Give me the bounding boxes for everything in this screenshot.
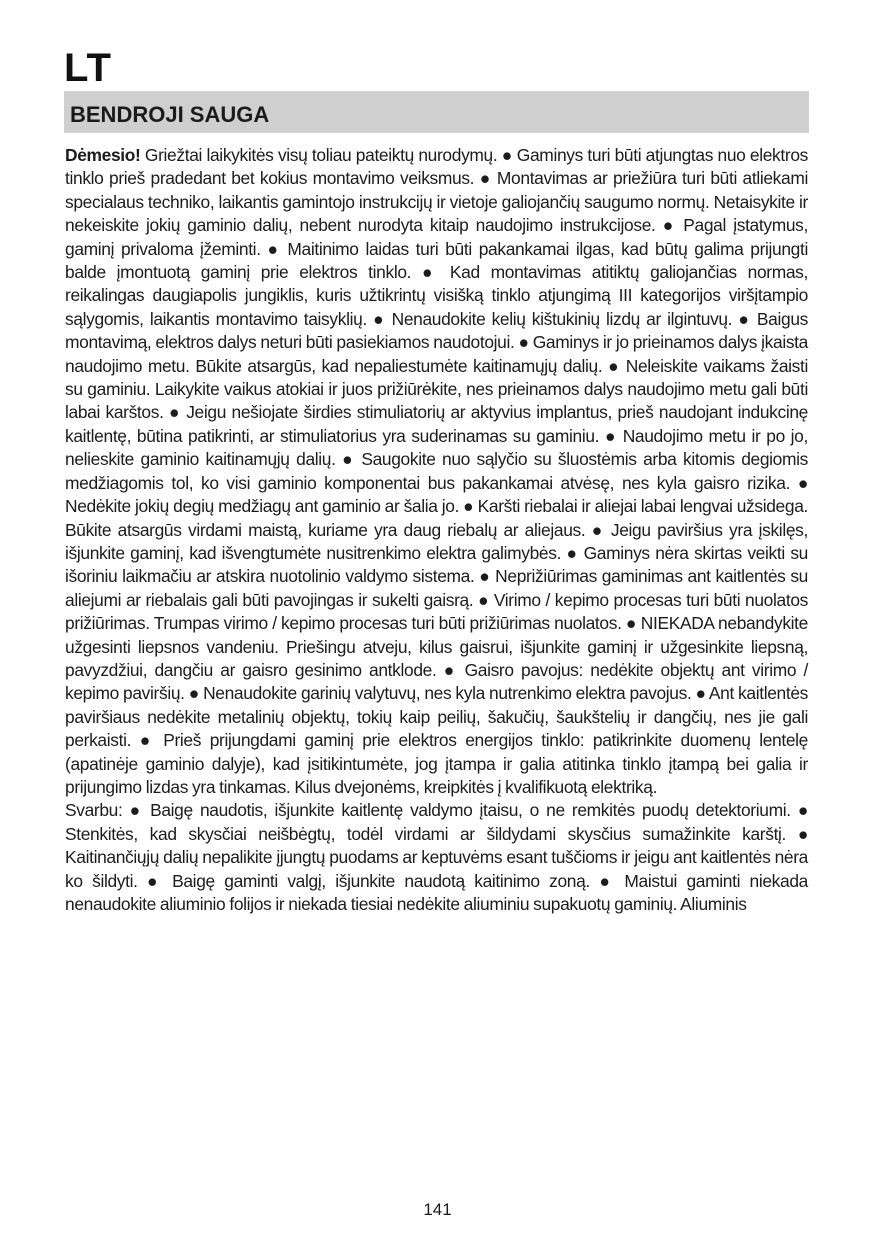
safety-paragraph-important: Svarbu: ● Baigę naudotis, išjunkite kaitlentę valdymo įtaisu, o ne remkitės puodų detektoriumi. ● Stenkitės, kad skysčiai neišbėgtų, todėl virdami ar šildydami skysčius sumažinkite karštį. ● Kaitinančiųjų dalių nepalikite įjungtų puodams ar keptuvėms esant tuščioms ir jeigu ant kaitlentės nėra ko šildyti. ● Baigę gaminti valgį, išjunkite naudotą kaitinimo zoną. ● Maistui gaminti niekada nenaudokite aliuminio folijos ir niekada tiesiai nedėkite aliuminiu supakuotų gaminių. Aliuminis [65, 800, 808, 914]
section-title: BENDROJI SAUGA [70, 102, 270, 127]
attention-label: Dėmesio! [65, 145, 141, 165]
page-number: 141 [423, 1200, 452, 1219]
language-code-heading: LT [64, 46, 112, 90]
paragraph-text: Griežtai laikykitės visų toliau pateiktų nurodymų. ● Gaminys turi būti atjungtas nuo elektros tinklo prieš pradedant bet kokius montavimo veiksmus. ● Montavimas ar priežiūra turi būti atliekami specialaus techniko, laikantis gamintojo instrukcijų ir vietoje galiojančių saugumo normų. Netaisykite ir nekeiskite jokių gaminio dalių, nebent nurodyta kitaip naudojimo instrukcijose. ● Pagal įstatymus, gaminį privaloma įžeminti. ● Maitinimo laidas turi būti pakankamai ilgas, kad būtų galima prijungti balde įmontuotą gaminį prie elektros tinklo. ● Kad montavimas atitiktų galiojančias normas, reikalingas daugiapolis jungiklis, kuris užtikrintų visišką tinklo atjungimą III kategorijos viršįtampio sąlygomis, laikantis montavimo taisyklių. ● Nenaudokite kelių kištukinių lizdų ar ilgintuvų. ● Baigus montavimą, elektros dalys neturi būti pasiekiamos naudotojui. ● Gaminys ir jo prieinamos dalys įkaista naudojimo metu. Būkite atsargūs, kad nepaliestumėte kaitinamųjų dalių. ● Neleiskite vaikams žaisti su gaminiu. Laikykite vaikus atokiai ir juos prižiūrėkite, nes prieinamos dalys naudojimo metu gali būti labai karštos. ● Jeigu nešiojate širdies stimuliatorių ar aktyvius implantus, prieš naudojant indukcinę kaitlentę, būtina patikrinti, ar stimuliatorius yra suderinamas su gaminiu. ● Naudojimo metu ir po jo, nelieskite gaminio kaitinamųjų dalių. ● Saugokite nuo sąlyčio su šluostėmis arba kitomis degiomis medžiagomis tol, ko visi gaminio komponentai bus pakankamai atvėsę, nes kyla gaisro rizika. ● Nedėkite jokių degių medžiagų ant gaminio ar šalia jo. ● Karšti riebalai ir aliejai labai lengvai užsidega. Būkite atsargūs virdami maistą, kuriame yra daug riebalų ar aliejaus. ● Jeigu paviršius yra įskilęs, išjunkite gaminį, kad išvengtumėte nusitrenkimo elektra galimybės. ● Gaminys nėra skirtas veikti su išoriniu laikmačiu ar atskira nuotolinio valdymo sistema. ● Neprižiūrimas gaminimas ant kaitlentės su aliejumi ar riebalais gali būti pavojingas ir sukelti gaisrą. ● Virimo / kepimo procesas turi būti nuolatos prižiūrimas. Trumpas virimo / kepimo procesas turi būti prižiūrimas nuolatos. ● NIEKADA nebandykite užgesinti liepsnos vandeniu. Priešingu atveju, kilus gaisrui, išjunkite gaminį ir užgesinkite liepsną, pavyzdžiui, dangčiu ar gaisro gesinimo antklode. ● Gaisro pavojus: nedėkite objektų ant virimo / kepimo paviršių. ● Nenaudokite garinių valytuvų, nes kyla nutrenkimo elektra pavojus. ● Ant kaitlentės paviršiaus nedėkite metalinių objektų, tokių kaip peilių, šakučių, šaukštelių ir dangčių, nes jie gali perkaisti. ● Prieš prijungdami gaminį prie elektros energijos tinklo: patikrinkite duomenų lentelę (apatinėje gaminio dalyje), kad įsitikintumėte, jog įtampa ir galia atitinka tinklo įtampą bei galia ir prijungimo lizdas yra tinkamas. Kilus dvejonėms, kreipkitės į kvalifikuotą elektriką. [65, 145, 808, 797]
safety-text-body [65, 144, 808, 916]
section-header-bar [64, 91, 809, 133]
safety-paragraph-general [65, 144, 808, 799]
